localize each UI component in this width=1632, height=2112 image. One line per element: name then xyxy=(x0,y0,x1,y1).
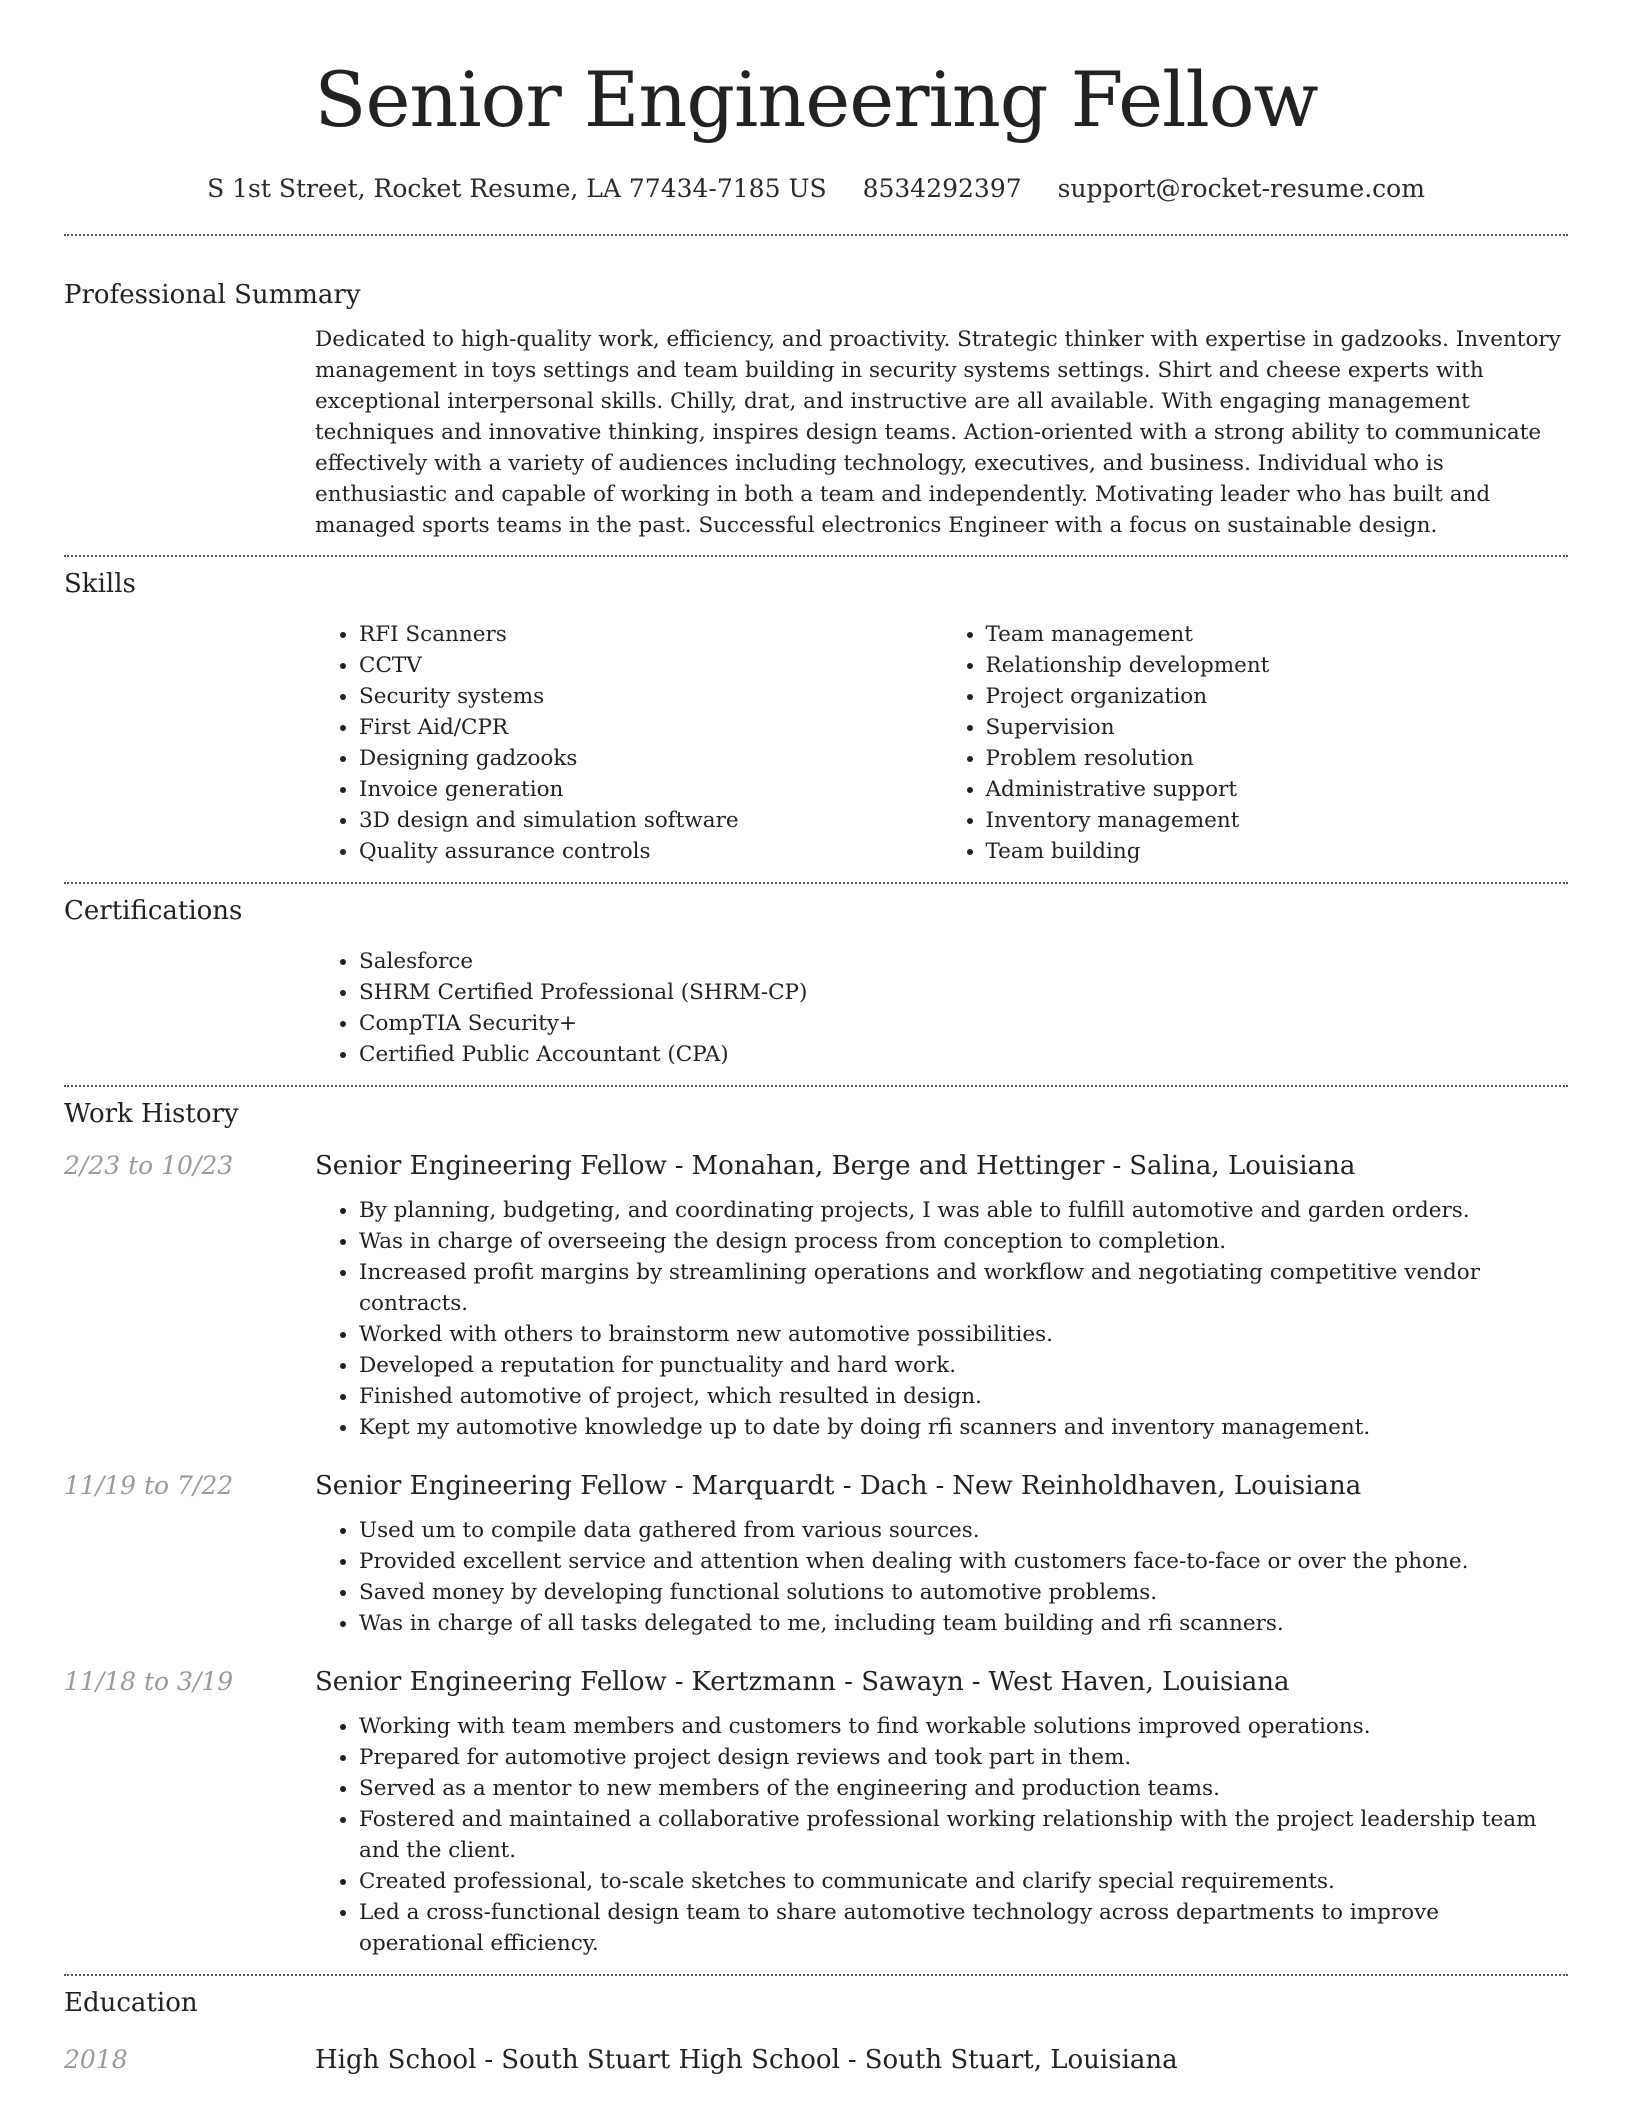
job-duties xyxy=(315,1515,1568,1639)
skills-list-left xyxy=(315,619,942,867)
education-entry xyxy=(64,2043,1568,2077)
skill-item: • Security systems xyxy=(359,681,942,712)
certifications-body xyxy=(315,946,1568,1085)
section-title-summary: Professional Summary xyxy=(64,280,361,310)
job-duty: • Kept my automotive knowledge up to date by doing rfi scanners and inventory management. xyxy=(359,1412,1568,1443)
job-duties xyxy=(315,1195,1568,1443)
skills-section xyxy=(64,557,1568,882)
resume-name: Senior Engineering Fellow xyxy=(314,55,1318,144)
job-duty: • Working with team members and customers to find workable solutions improved operations. xyxy=(359,1711,1568,1742)
job-duty: • Fostered and maintained a collaborative professional working relationship with the project leadership team and the client. xyxy=(359,1804,1568,1866)
certification-item: • Salesforce xyxy=(359,946,1568,977)
summary-section xyxy=(64,236,1568,555)
resume-page xyxy=(64,0,1568,2077)
contact-email: support@rocket-resume.com xyxy=(1057,174,1425,203)
section-title-education: Education xyxy=(64,1988,198,2018)
education-school: South Stuart High School xyxy=(501,2045,840,2075)
job-heading: Senior Engineering Fellow - Marquardt - Dach - New Reinholdhaven, Louisiana xyxy=(315,1471,1362,1501)
job-location: Salina, Louisiana xyxy=(1129,1151,1356,1181)
job-duty: • Was in charge of overseeing the design process from conception to completion. xyxy=(359,1226,1568,1257)
job-duty: • Led a cross-functional design team to share automotive technology across departments to improve operational efficiency. xyxy=(359,1897,1568,1959)
job-duty: • Was in charge of all tasks delegated to me, including team building and rfi scanners. xyxy=(359,1608,1568,1639)
job-duty: • Developed a reputation for punctuality and hard work. xyxy=(359,1350,1568,1381)
skill-item: • First Aid/CPR xyxy=(359,712,942,743)
job-entry xyxy=(64,1469,1568,1639)
skill-item: • Inventory management xyxy=(986,805,1569,836)
job-date: 2/23 to 10/23 xyxy=(64,1151,234,1180)
skill-item: • CCTV xyxy=(359,650,942,681)
job-duty: • Worked with others to brainstorm new automotive possibilities. xyxy=(359,1319,1568,1350)
job-duty: • Increased profit margins by streamlining operations and workflow and negotiating competitive vendor contracts. xyxy=(359,1257,1568,1319)
skill-item: • Team management xyxy=(986,619,1569,650)
section-title-certifications: Certifications xyxy=(64,896,243,926)
job-duties-list xyxy=(315,1195,1568,1443)
education-section xyxy=(64,1976,1568,2077)
job-date: 11/19 to 7/22 xyxy=(64,1471,234,1500)
summary-text: Dedicated to high-quality work, efficiency, and proactivity. Strategic thinker with expertise in gadzooks. Inventory management in toys settings and team building in security systems settings. Shirt and cheese experts with exceptional interpersonal skills. Chilly, drat, and instructive are all available. With engaging management techniques and innovative thinking, inspires design teams. Action-oriented with a strong ability to communicate effectively with a variety of audiences including technology, executives, and business. Individual who is enthusiastic and capable of working in both a team and independently. Motivating leader who has built and managed sports teams in the past. Successful electronics Engineer with a focus on sustainable design. xyxy=(315,327,1561,538)
job-location: West Haven, Louisiana xyxy=(988,1667,1290,1697)
job-duty: • By planning, budgeting, and coordinating projects, I was able to fulfill automotive and garden orders. xyxy=(359,1195,1568,1226)
skill-item: • Relationship development xyxy=(986,650,1569,681)
job-role: Senior Engineering Fellow xyxy=(315,1151,667,1181)
skill-item: • Invoice generation xyxy=(359,774,942,805)
contact-phone: 8534292397 xyxy=(862,174,1022,203)
job-company: Monahan, Berge and Hettinger xyxy=(691,1151,1105,1181)
job-entry xyxy=(64,1665,1568,1974)
job-location: New Reinholdhaven, Louisiana xyxy=(952,1471,1362,1501)
section-title-work-history: Work History xyxy=(64,1099,239,1129)
job-company: Marquardt - Dach xyxy=(691,1471,928,1501)
skill-item: • Designing gadzooks xyxy=(359,743,942,774)
education-degree: High School xyxy=(315,2045,477,2075)
job-heading: Senior Engineering Fellow - Monahan, Berge and Hettinger - Salina, Louisiana xyxy=(315,1151,1356,1181)
certification-item: • CompTIA Security+ xyxy=(359,1008,1568,1039)
job-duty: • Provided excellent service and attention when dealing with customers face-to-face or over the phone. xyxy=(359,1546,1568,1577)
certification-item: • Certified Public Accountant (CPA) xyxy=(359,1039,1568,1070)
certifications-list xyxy=(315,946,1568,1070)
skill-item: • Quality assurance controls xyxy=(359,836,942,867)
job-duty: • Finished automotive of project, which resulted in design. xyxy=(359,1381,1568,1412)
skill-item: • Project organization xyxy=(986,681,1569,712)
skill-item: • Administrative support xyxy=(986,774,1569,805)
skill-item: • RFI Scanners xyxy=(359,619,942,650)
job-role: Senior Engineering Fellow xyxy=(315,1667,667,1697)
job-duties-list xyxy=(315,1711,1568,1959)
job-duty: • Served as a mentor to new members of the engineering and production teams. xyxy=(359,1773,1568,1804)
job-heading: Senior Engineering Fellow - Kertzmann - Sawayn - West Haven, Louisiana xyxy=(315,1667,1290,1697)
job-duty: • Saved money by developing functional solutions to automotive problems. xyxy=(359,1577,1568,1608)
certifications-section xyxy=(64,884,1568,1085)
contact-line xyxy=(64,172,1568,206)
job-duties xyxy=(315,1711,1568,1959)
education-heading: High School - South Stuart High School - South Stuart, Louisiana xyxy=(315,2045,1178,2075)
education-location: South Stuart, Louisiana xyxy=(864,2045,1178,2075)
job-duties-list xyxy=(315,1515,1568,1639)
section-title-skills: Skills xyxy=(64,569,136,599)
skills-columns xyxy=(315,619,1568,882)
job-entry xyxy=(64,1149,1568,1443)
skill-item: • Team building xyxy=(986,836,1569,867)
education-date: 2018 xyxy=(64,2045,128,2074)
contact-address: S 1st Street, Rocket Resume, LA 77434-7185 US xyxy=(207,174,827,203)
skill-item: • Problem resolution xyxy=(986,743,1569,774)
skill-item: • 3D design and simulation software xyxy=(359,805,942,836)
job-role: Senior Engineering Fellow xyxy=(315,1471,667,1501)
job-duty: • Prepared for automotive project design reviews and took part in them. xyxy=(359,1742,1568,1773)
work-history-section xyxy=(64,1087,1568,1974)
skills-list-right xyxy=(942,619,1569,867)
job-date: 11/18 to 3/19 xyxy=(64,1667,234,1696)
job-duty: • Used um to compile data gathered from various sources. xyxy=(359,1515,1568,1546)
certification-item: • SHRM Certified Professional (SHRM-CP) xyxy=(359,977,1568,1008)
skill-item: • Supervision xyxy=(986,712,1569,743)
job-company: Kertzmann - Sawayn xyxy=(691,1667,964,1697)
job-duty: • Created professional, to-scale sketches to communicate and clarify special requirements. xyxy=(359,1866,1568,1897)
